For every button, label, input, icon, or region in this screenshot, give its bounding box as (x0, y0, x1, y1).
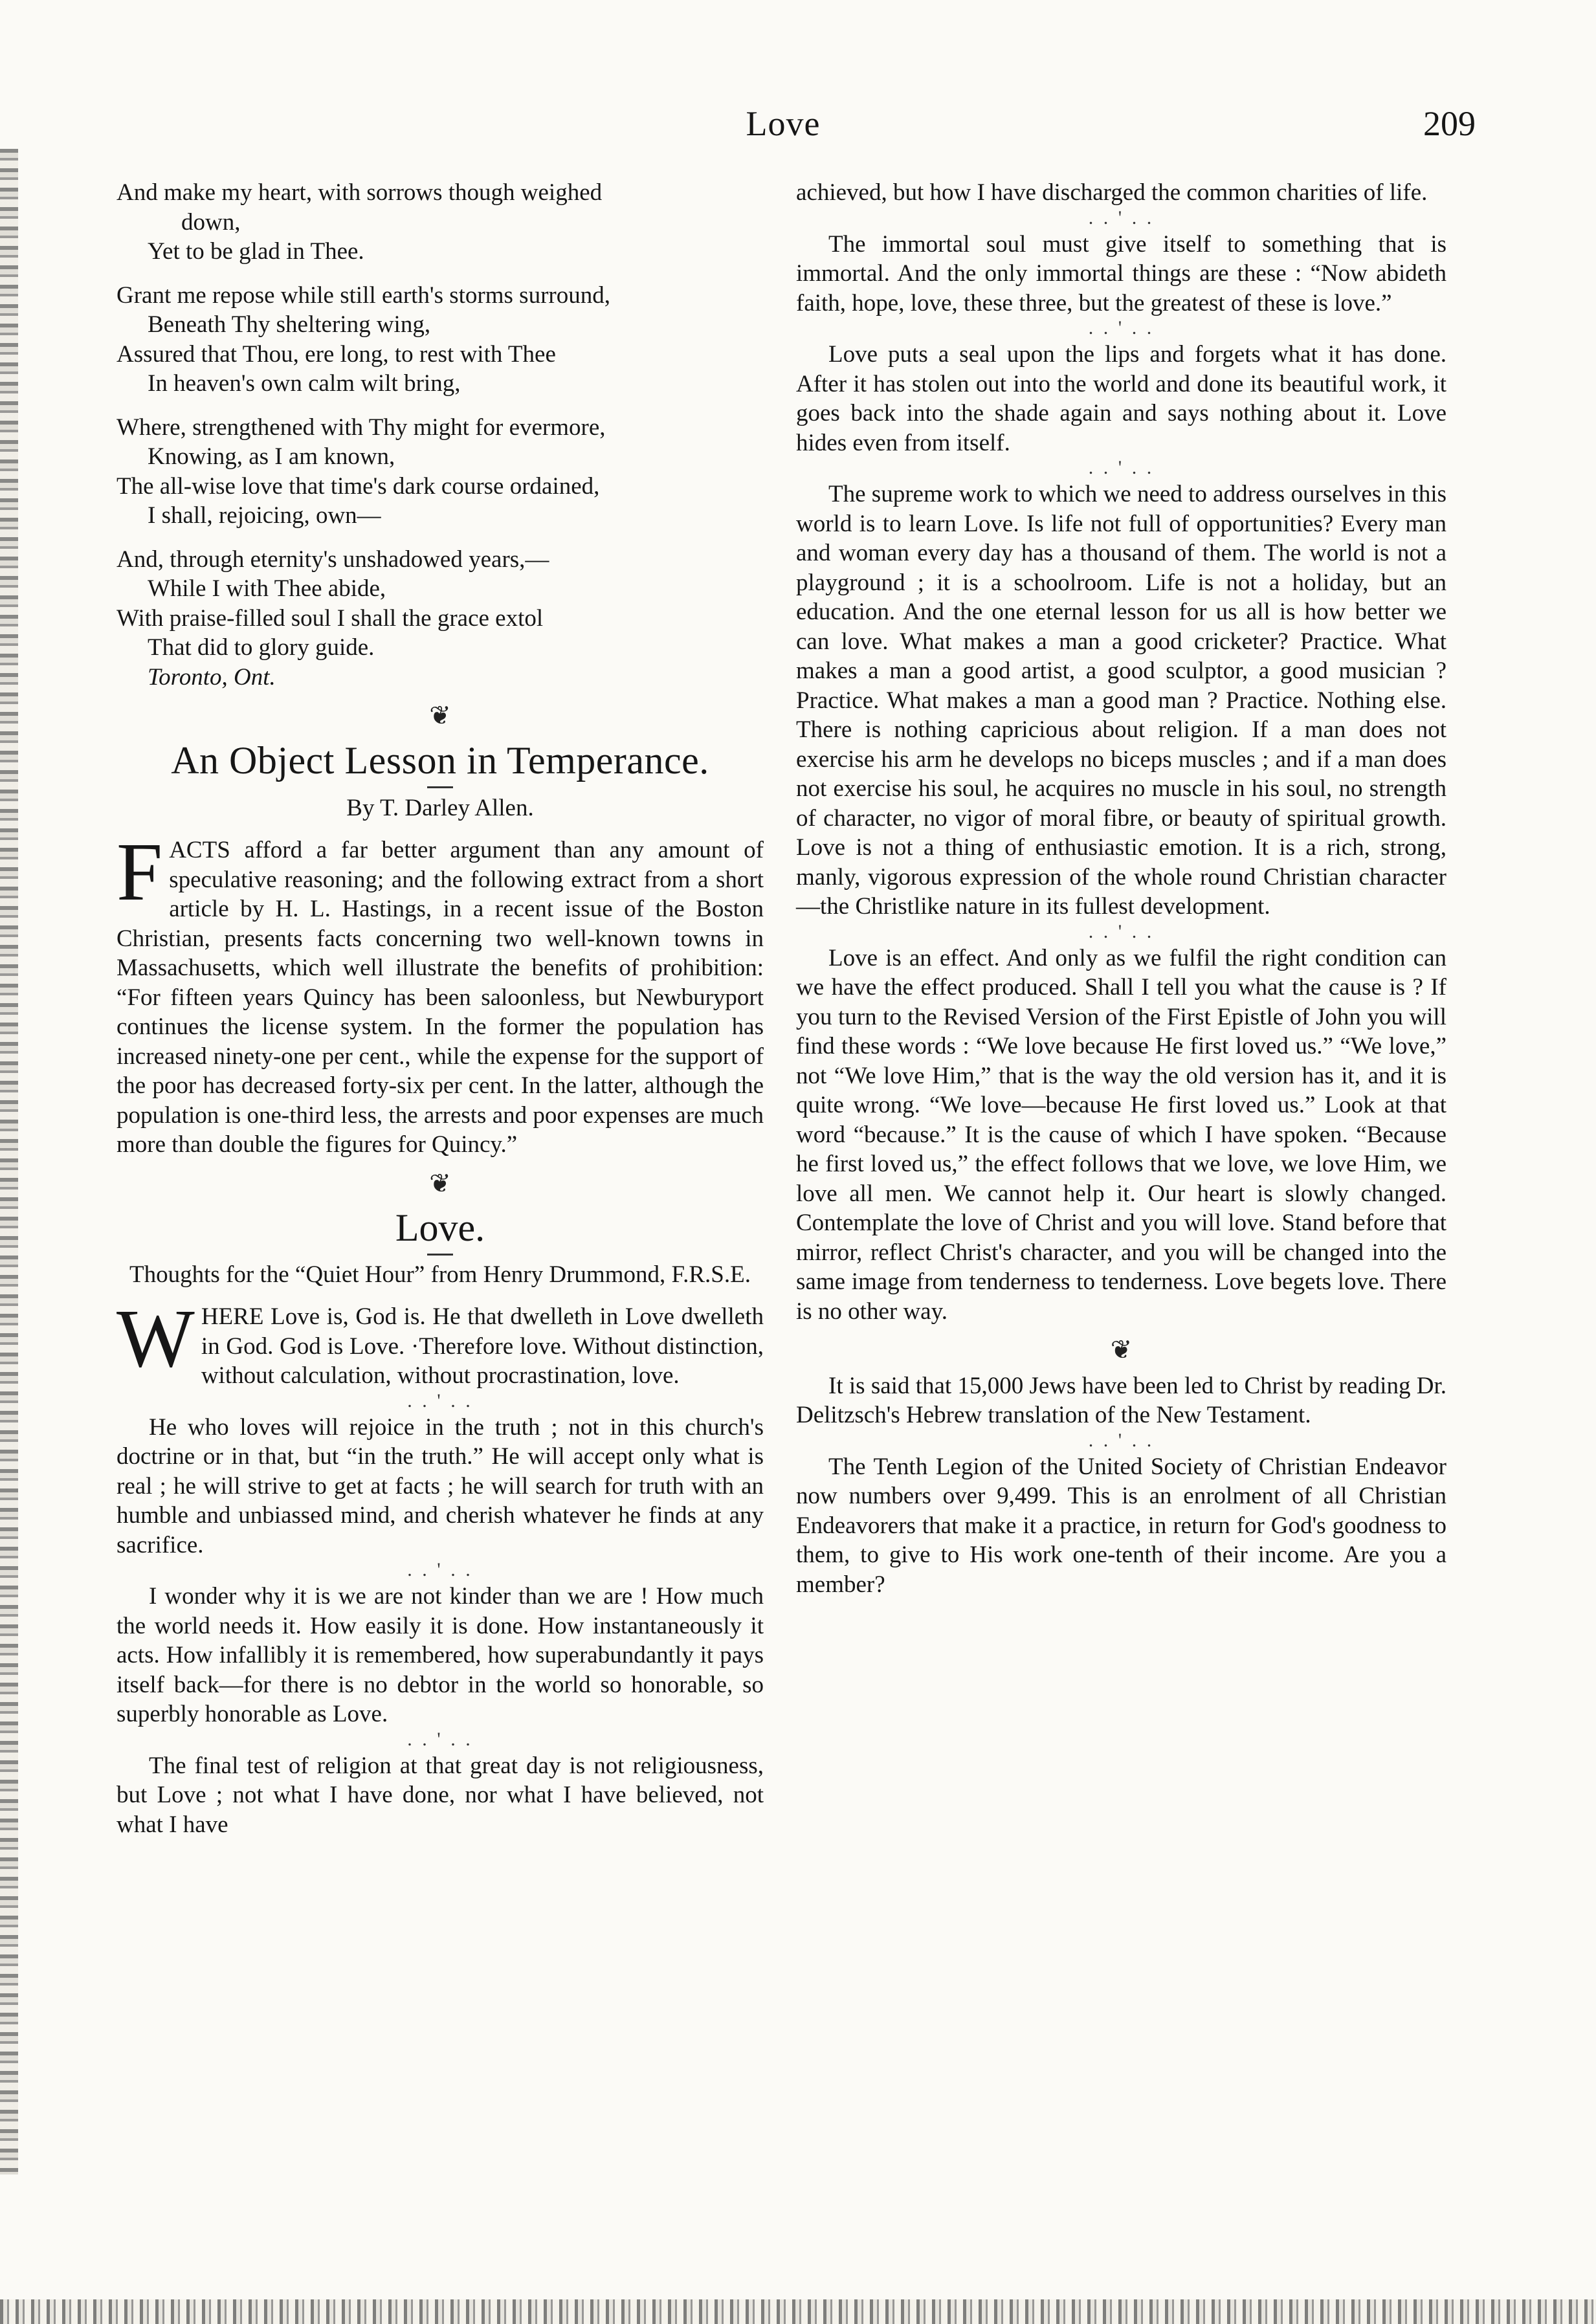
poem-place: Toronto, Ont. (148, 663, 276, 691)
poem-line: Yet to be glad in Thee. (148, 238, 364, 265)
love-paragraph: Love puts a seal upon the lips and forgets what it has done. After it has stolen out into the world and done its beautiful work, it goes back into the shade again and says nothing about it. Love hides even from itself. (796, 341, 1446, 456)
section-dots: . . ' . . (1088, 457, 1155, 478)
poem-line: I shall, rejoicing, own— (148, 502, 381, 529)
left-column (116, 178, 764, 1839)
love-paragraph-continued: achieved, but how I have discharged the common charities of life. (796, 179, 1428, 206)
love-paragraph: I wonder why it is we are not kinder than we are ! How much the world needs it. How easily it is done. How instantaneously it acts. How infallibly it is remembered, how superabundantly it pays itself back—for there is no debtor in the world so honorable, so superbly honorable as Love. (116, 1583, 764, 1727)
poem-line: The all-wise love that time's dark course ordained, (116, 472, 600, 500)
poem-line: Grant me repose while still earth's storms surround, (116, 282, 610, 309)
fleuron-ornament: ❦ (429, 1168, 451, 1198)
poem-line: In heaven's own calm wilt bring, (148, 370, 461, 397)
fleuron-ornament: ❦ (1110, 1335, 1133, 1364)
article-text: ACTS afford a far better argument than any amount of speculative reasoning; and the following extract from a short article by H. L. Hastings, in a recent issue of the Boston Christian, presents facts concerning two well-known towns in Massachusetts, which well illustrate the benefits of prohibition: “For fifteen years Quincy has been saloonless, but Newburyport continues the license system. In the former the population has increased ninety-one per cent., while the expense for the support of the poor has decreased forty-six per cent. In the latter, although the population is one-third less, the arrests and poor expenses are much more than double the figures for Quincy.” (116, 837, 764, 1158)
fleuron-ornament: ❦ (429, 701, 451, 730)
article-body-temperance (116, 826, 764, 1160)
section-dots: . . ' . . (407, 1389, 473, 1411)
poem-line: Knowing, as I am known, (148, 443, 395, 470)
poem-stanza (116, 545, 764, 663)
title-rule (427, 1254, 453, 1256)
article-title-temperance: An Object Lesson in Temperance. (171, 738, 709, 782)
section-dots: . . ' . . (1088, 206, 1155, 228)
note-paragraph: It is said that 15,000 Jews have been led to Christ by reading Dr. Delitzsch's Hebrew translation of the New Testament. (796, 1372, 1446, 1428)
love-paragraph: The supreme work to which we need to address ourselves in this world is to learn Love. Is life not full of opportunities? Every man and woman every day has a thousand of them. The world is not a playground ; it is a schoolroom. Life is not a holiday, but an education. And the one eternal lesson for us all is how better we can love. What makes a man a good cricketer? Practice. What makes a man a good artist, a good sculptor, a good musician ? Practice. What makes a man a good man ? Practice. Nothing else. There is nothing capricious about religion. If a man does not exercise his arm he develops no biceps muscles ; and if a man does not exercise his soul, he acquires no muscle in his soul, no strength of character, no vigor of moral fibre, or beauty of spiritual growth. Love is not a thing of enthusiastic emotion. It is a rich, strong, manly, vigorous expression of the whole round Christian character—the Christlike nature in its fullest development. (796, 481, 1446, 920)
poem-line: Where, strengthened with Thy might for evermore, (116, 414, 606, 441)
article-subtitle: Thoughts for the “Quiet Hour” from Henry Drummond, F.R.S.E. (129, 1261, 751, 1288)
section-dots: . . ' . . (407, 1728, 473, 1750)
title-rule (427, 786, 453, 788)
poem-line: And, through eternity's unshadowed years,— (116, 546, 549, 573)
love-paragraph: The final test of religion at that great day is not religiousness, but Love ; not what I have done, nor what I have believed, not what I have (116, 1752, 764, 1838)
scan-bottom-strip (0, 2299, 1596, 2324)
poem-line: With praise-filled soul I shall the grace extol (116, 604, 544, 632)
page-number: 209 (1423, 104, 1476, 143)
poem-line: That did to glory guide. (148, 634, 375, 661)
binding-edge (0, 149, 18, 2175)
section-dots: . . ' . . (1088, 1429, 1155, 1451)
section-dots: . . ' . . (1088, 920, 1155, 942)
paragraph-text: HERE Love is, God is. He that dwelleth in Love dwelleth in God. God is Love. ·Therefore love. Without distinction, without calculation, without procrastination, love. (201, 1303, 764, 1389)
drop-cap: F (116, 826, 163, 918)
poem-line: down, (181, 208, 241, 236)
running-head-title: Love (746, 104, 821, 143)
love-paragraph (116, 1292, 764, 1391)
note-paragraph: The Tenth Legion of the United Society of Christian Endeavor now numbers over 9,499. This is an enrolment of all Christian Endeavorers that make it a practice, in return for God's goodness to them, to give to His work one-tenth of their income. Are you a member? (796, 1453, 1446, 1598)
drop-cap: W (116, 1292, 195, 1384)
poem-line: Beneath Thy sheltering wing, (148, 311, 431, 338)
love-paragraph: The immortal soul must give itself to something that is immortal. And the only immortal things are these : “Now abideth faith, hope, love, these three, but the greatest of these is love.” (796, 230, 1446, 316)
poem-line: While I with Thee abide, (148, 575, 386, 602)
love-paragraph: Love is an effect. And only as we fulfil the right condition can we have the effect produced. Shall I tell you what the cause is ? If you turn to the Revised Version of the First Epistle of John you will find these words : “We love because He first loved us.” “We love,” not “We love Him,” that is the way the old version has it, and it is quite wrong. “We love—because He first loved us.” Look at that word “because.” It is the cause of which I have spoken. “Because he first loved us,” the effect follows that we love, we love Him, we love all men. We cannot help it. Our heart is slowly changed. Contemplate the love of Christ and you will love. Stand before that mirror, reflect Christ's character, and you will be changed into the same image from tenderness to tenderness. Love begets love. There is no other way. (796, 944, 1446, 1325)
article-byline: By T. Darley Allen. (346, 794, 534, 821)
poem-stanza (116, 413, 764, 531)
poem-line: Assured that Thou, ere long, to rest with Thee (116, 340, 556, 368)
section-dots: . . ' . . (1088, 317, 1155, 338)
section-dots: . . ' . . (407, 1559, 473, 1580)
poem-stanza (116, 281, 764, 399)
poem-stanza (116, 178, 764, 267)
right-column (796, 178, 1446, 1599)
poem-line: And make my heart, with sorrows though weighed (116, 179, 603, 206)
article-title-love: Love. (395, 1206, 485, 1249)
love-paragraph: He who loves will rejoice in the truth ; not in this church's doctrine or in that, but “in the truth.” He will accept only what is real ; he will strive to get at facts ; he will search for truth with an humble and unbiassed mind, and cherish whatever he finds at any sacrifice. (116, 1413, 764, 1558)
